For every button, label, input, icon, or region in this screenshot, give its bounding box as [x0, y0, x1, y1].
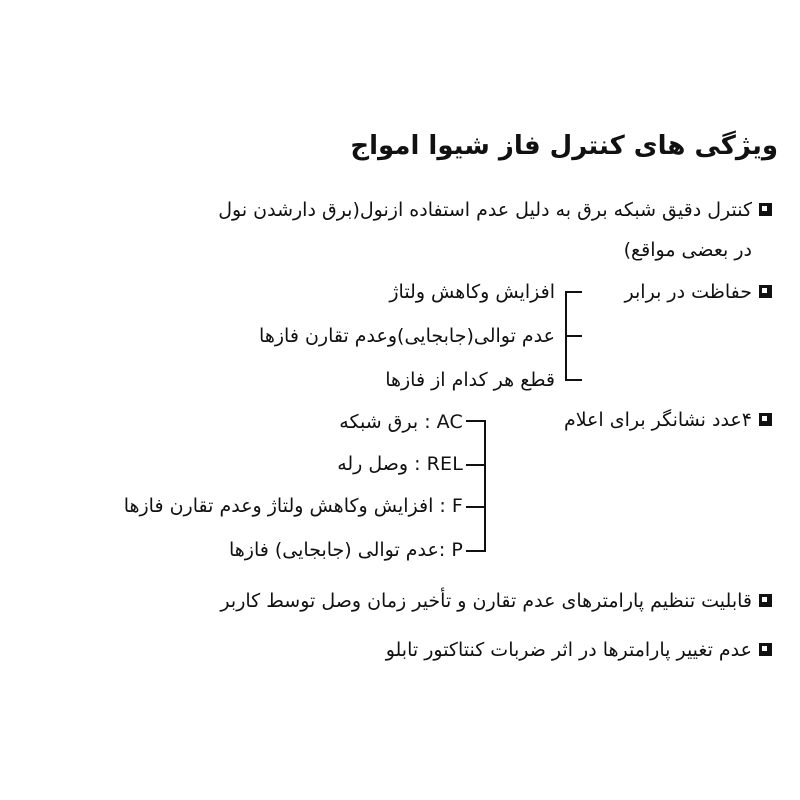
feature-item-3: ۴عدد نشانگر برای اعلام: [563, 409, 752, 431]
feature-item-1: کنترل دقیق شبکه برق به دلیل عدم استفاده ازنول(برق دارشدن نول: [218, 199, 752, 221]
bracket-connector: [466, 420, 486, 422]
indicator-desc: :عدم توالی (جابجایی) فازها: [228, 539, 446, 561]
indicator-desc: : وصل رله: [337, 453, 421, 475]
indicator-code: F: [451, 495, 463, 517]
bullet-icon: [759, 203, 772, 216]
bracket-connector: [565, 291, 582, 293]
bullet-icon: [759, 643, 772, 656]
feature-item-4: قابلیت تنظیم پارامترهای عدم تقارن و تأخیر زمان وصل توسط کاربر: [220, 590, 752, 612]
feature-item-2: حفاظت در برابر: [624, 281, 752, 303]
bullet-icon: [759, 413, 772, 426]
bracket-connector: [466, 550, 486, 552]
page-title: ویژگی های کنترل فاز شیوا امواج: [350, 131, 778, 161]
protection-item: عدم توالی(جابجایی)وعدم تقارن فازها: [259, 325, 555, 347]
feature-item-5: عدم تغییر پارامترها در اثر ضربات کنتاکتور تابلو: [385, 639, 752, 661]
feature-item-1-continuation: در بعضی مواقع): [623, 239, 752, 261]
indicator-rel: [337, 444, 463, 484]
bracket-connector: [466, 464, 486, 466]
indicator-desc: : برق شبکه: [339, 411, 431, 433]
indicator-desc: : افزایش وکاهش ولتاژ وعدم تقارن فازها: [123, 495, 446, 517]
bullet-icon: [759, 594, 772, 607]
indicator-code: REL: [426, 453, 463, 475]
indicator-code: AC: [436, 411, 463, 433]
protection-item: افزایش وکاهش ولتاژ: [389, 281, 555, 303]
bracket-connector: [565, 379, 582, 381]
bullet-icon: [759, 285, 772, 298]
bracket-vertical: [484, 420, 486, 552]
protection-item: قطع هر کدام از فازها: [385, 369, 555, 391]
bracket-connector: [565, 335, 582, 337]
indicator-code: P: [451, 539, 463, 561]
indicator-p: [229, 530, 463, 570]
indicator-ac: [339, 402, 463, 442]
bracket-connector: [466, 506, 486, 508]
indicator-f: [124, 486, 463, 526]
